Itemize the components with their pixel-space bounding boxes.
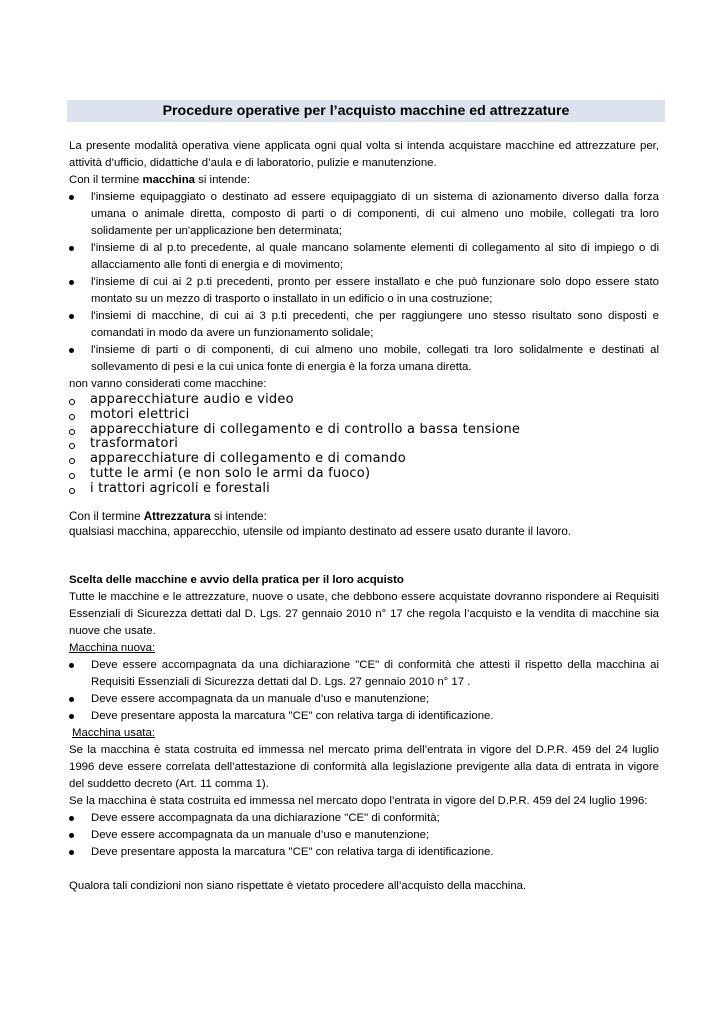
list-item-text: Deve essere accompagnata da un manuale d’uso e manutenzione; bbox=[91, 828, 430, 841]
circle-bullet-icon bbox=[69, 399, 75, 405]
document-page bbox=[69, 100, 659, 895]
list-item bbox=[69, 393, 659, 408]
bullet-icon bbox=[69, 697, 74, 702]
list-item-text: Deve essere accompagnata da un manuale d’uso e manutenzione; bbox=[91, 692, 430, 705]
list-item bbox=[69, 342, 659, 376]
list-item bbox=[69, 691, 659, 708]
list-item bbox=[69, 437, 659, 452]
list-item-text: Deve essere accompagnata da una dichiarazione "CE" di conformità che attesti il rispetto della macchina ai Requisiti Essenziali di Sicurezza dettati dal D. Lgs. 27 gennaio 2010 n° 17 . bbox=[91, 658, 659, 688]
list-item-text: apparecchiature di collegamento e di comando bbox=[90, 451, 406, 467]
excluded-intro: non vanno considerati come macchine: bbox=[69, 378, 267, 390]
list-item-text: l'insieme di parti o di componenti, di cui almeno uno mobile, collegati tra loro solidalmente e destinati al sollevamento di pesi e la cui unica fonte di energia è la forza umana diretta. bbox=[91, 344, 659, 373]
macchina-usata-label: Macchina usata: bbox=[72, 726, 155, 739]
list-item bbox=[69, 482, 659, 497]
list-item-text: Deve presentare apposta la marcatura "CE" con relativa targa di identificazione. bbox=[91, 845, 494, 858]
bullet-icon bbox=[69, 314, 74, 319]
list-item bbox=[69, 423, 659, 438]
usata-list bbox=[69, 810, 659, 861]
macchina-definition-heading bbox=[69, 172, 659, 189]
list-item bbox=[69, 408, 659, 423]
bullet-icon bbox=[69, 195, 74, 200]
list-item bbox=[69, 452, 659, 467]
list-item bbox=[69, 308, 659, 342]
list-item-text: motori elettrici bbox=[90, 406, 190, 422]
list-item bbox=[69, 844, 659, 861]
bullet-icon bbox=[69, 714, 74, 719]
section-intro: Tutte le macchine e le attrezzature, nuove o usate, che debbono essere acquistate dovranno rispondere ai Requisiti Essenziali di Sicurezza dettati dal D. Lgs. 27 gennaio 2010 n° 17 che regola l’acquisto e la vendita di macchine sia nuove che usate. bbox=[69, 590, 659, 637]
circle-bullet-icon bbox=[69, 488, 75, 494]
usata-paragraph-2: Se la macchina è stata costruita ed immessa nel mercato dopo l’entrata in vigore del D.P.R. 459 del 24 luglio 1996: bbox=[69, 794, 648, 807]
list-item bbox=[69, 274, 659, 308]
list-item-text: l'insieme di al p.to precedente, al quale mancano solamente elementi di collegamento al sito di impiego o di allacciamento alle fonti di energia e di movimento; bbox=[91, 242, 659, 271]
list-item bbox=[69, 827, 659, 844]
excluded-list bbox=[69, 393, 659, 497]
macchina-prefix: Con il termine bbox=[69, 174, 143, 186]
usata-paragraph-1: Se la macchina è stata costruita ed immessa nel mercato prima dell’entrata in vigore del D.P.R. 459 del 24 luglio 1996 deve essere correlata dell’attestazione di conformità alla legislazione previgente alla data di entrata in vigore del suddetto decreto (Art. 11 comma 1). bbox=[69, 743, 659, 790]
circle-bullet-icon bbox=[69, 443, 75, 449]
conclusion-paragraph: Qualora tali condizioni non siano rispettate è vietato procedere all’acquisto della macchina. bbox=[69, 879, 527, 892]
list-item-text: i trattori agricoli e forestali bbox=[90, 480, 270, 496]
list-item-text: l'insieme di cui ai 2 p.ti precedenti, pronto per essere installato e che può funzionare solo dopo essere stato montato su un mezzo di trasporto o installato in un edificio o in una costruzione; bbox=[91, 276, 659, 305]
list-item-text: l'insieme equipaggiato o destinato ad essere equipaggiato di un sistema di azionamento diverso dalla forza umana o animale diretta, composto di parti o di componenti, di cui almeno uno mobile, collegati tra loro solidamente per un'applicazione ben determinata; bbox=[91, 191, 659, 237]
section-title bbox=[69, 572, 659, 589]
attrezzatura-definition-heading bbox=[69, 509, 659, 524]
list-item-text: Deve presentare apposta la marcatura "CE" con relativa targa di identificazione. bbox=[91, 709, 494, 722]
list-item bbox=[69, 189, 659, 240]
circle-bullet-icon bbox=[69, 429, 75, 435]
list-item bbox=[69, 467, 659, 482]
bullet-icon bbox=[69, 833, 74, 838]
bullet-icon bbox=[69, 246, 74, 251]
macchina-term: macchina bbox=[142, 174, 195, 186]
nuova-list bbox=[69, 657, 659, 725]
list-item-text: trasformatori bbox=[90, 436, 179, 452]
list-item bbox=[69, 708, 659, 725]
macchina-suffix: si intende: bbox=[195, 174, 251, 186]
bullet-icon bbox=[69, 280, 74, 285]
attrezzatura-definition: qualsiasi macchina, apparecchio, utensile od impianto destinato ad essere usato durante il lavoro. bbox=[69, 524, 572, 538]
list-item bbox=[69, 810, 659, 827]
list-item-text: Deve essere accompagnata da una dichiarazione "CE" di conformità; bbox=[91, 811, 440, 824]
list-item bbox=[69, 240, 659, 274]
list-item-text: l'insiemi di macchine, di cui ai 3 p.ti precedenti, che per raggiungere uno stesso risultato sono disposti e comandati in modo da avere un funzionamento solidale; bbox=[91, 310, 659, 339]
attrezzatura-prefix: Con il termine bbox=[69, 509, 144, 523]
circle-bullet-icon bbox=[69, 414, 75, 420]
list-item-text: apparecchiature di collegamento e di controllo a bassa tensione bbox=[90, 421, 521, 437]
circle-bullet-icon bbox=[69, 473, 75, 479]
page-title: Procedure operative per l’acquisto macchine ed attrezzature bbox=[67, 100, 665, 122]
macchina-nuova-label: Macchina nuova: bbox=[69, 641, 156, 654]
definition-list bbox=[69, 189, 659, 376]
bullet-icon bbox=[69, 663, 74, 668]
list-item-text: apparecchiature audio e video bbox=[90, 392, 294, 407]
bullet-icon bbox=[69, 348, 74, 353]
list-item bbox=[69, 657, 659, 691]
attrezzatura-suffix: si intende: bbox=[210, 509, 267, 523]
list-item-text: tutte le armi (e non solo le armi da fuoco) bbox=[90, 465, 371, 481]
intro-paragraph: La presente modalità operativa viene applicata ogni qual volta si intenda acquistare macchine ed attrezzature per, attività d’ufficio, didattiche d’aula e di laboratorio, pulizie e manutenzione. bbox=[69, 140, 659, 169]
section-title-text: Scelta delle macchine e avvio della pratica per il loro acquisto bbox=[69, 573, 404, 586]
bullet-icon bbox=[69, 816, 74, 821]
bullet-icon bbox=[69, 850, 74, 855]
attrezzatura-term: Attrezzatura bbox=[143, 509, 211, 523]
circle-bullet-icon bbox=[69, 458, 75, 464]
